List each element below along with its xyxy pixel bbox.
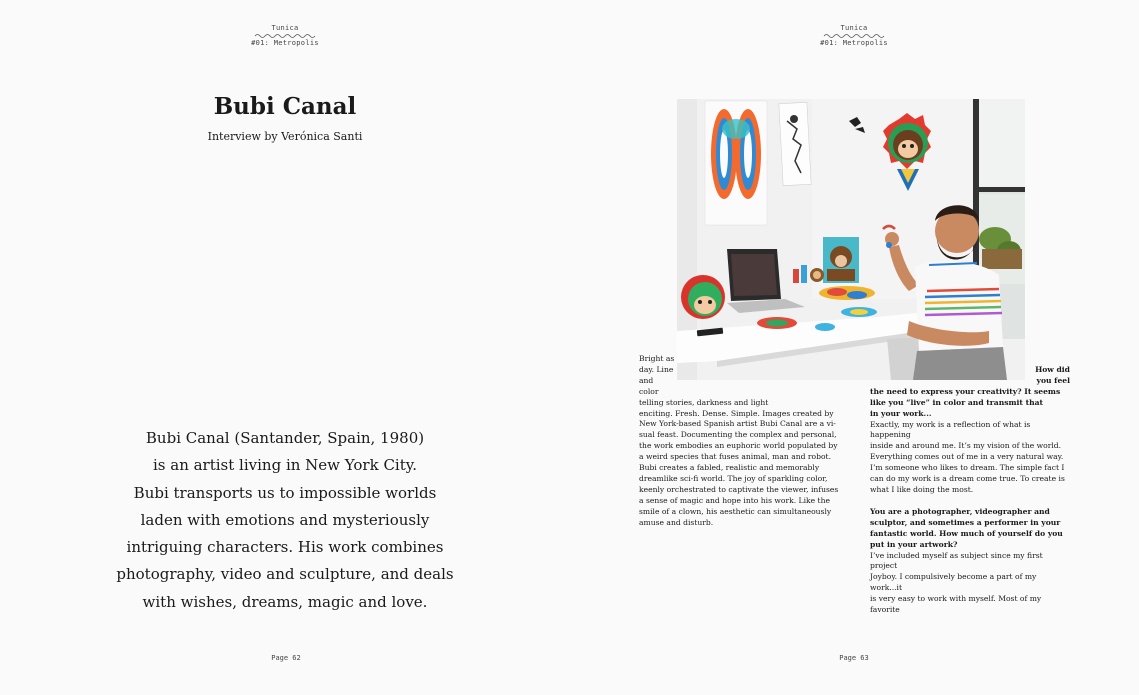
body-line: dreamlike sci-fi world. The joy of sparkling color,	[639, 473, 828, 483]
magazine-name: Tunica	[840, 24, 868, 32]
answer-line: Joyboy. I compulsively become a part of my work...it	[870, 572, 1037, 593]
question-line: sculptor, and sometimes a performer in your	[870, 517, 1061, 527]
body-line: enciting. Fresh. Dense. Simple. Images created by	[639, 408, 834, 418]
answer-line: what I like doing the most.	[870, 484, 974, 494]
artist-studio-photo	[677, 99, 1025, 380]
body-line: a weird species that fuses animal, man and robot.	[639, 452, 832, 462]
answer-line: Exactly, my work is a reflection of what is happening	[870, 419, 1031, 440]
body-line: keenly orchestrated to captivate the viewer, infuses	[639, 484, 839, 494]
body-line: sual feast. Documenting the complex and personal,	[639, 430, 837, 440]
right-header	[794, 24, 914, 47]
question-line: How did	[1035, 365, 1070, 374]
magazine-name: Tunica	[271, 24, 299, 32]
answer-line: Everything comes out of me in a very natural way.	[870, 452, 1064, 462]
body-line: Bubi creates a fabled, realistic and memorably	[639, 463, 820, 473]
answer-line: can do my work is a dream come true. To create is	[870, 474, 1065, 484]
question-line: the need to express your creativity? It seems	[870, 386, 1061, 396]
question-line: fantastic world. How much of yourself do you	[870, 528, 1063, 538]
intro-line: is an artist living in New York City.	[152, 456, 417, 475]
article-title: Bubi Canal	[213, 93, 357, 120]
intro-line: Bubi transports us to impossible worlds	[133, 483, 437, 502]
body-line: amuse and disturb.	[639, 517, 714, 527]
question-line: in your work...	[870, 408, 932, 418]
article-column-2	[870, 365, 1070, 616]
body-line: smile of a clown, his aesthetic can simultaneously	[639, 506, 832, 516]
lead-line: and color	[639, 375, 659, 396]
left-header	[225, 24, 345, 47]
intro-line: Bubi Canal (Santander, Spain, 1980)	[145, 429, 425, 447]
intro-line: with wishes, dreams, magic and love.	[142, 592, 428, 611]
lead-line: Bright as	[639, 354, 675, 363]
issue-label: #01: Metropolis	[251, 39, 319, 47]
intro-line: laden with emotions and mysteriously	[140, 510, 430, 529]
lead-line: day. Line	[639, 364, 674, 374]
answer-line: I’m someone who likes to dream. The simple fact I	[870, 463, 1065, 473]
body-line: New York-based Spanish artist Bubi Canal are a vi-	[639, 419, 836, 429]
page-number-right: Page 63	[839, 654, 869, 662]
body-line: telling stories, darkness and light	[639, 397, 769, 407]
question-line: you feel	[1036, 375, 1070, 385]
question-line: like you “live” in color and transmit that	[870, 397, 1044, 407]
page-number-left: Page 62	[271, 654, 301, 662]
answer-line: is very easy to work with myself. Most of my favorite	[870, 594, 1042, 615]
article-column-1	[639, 354, 839, 529]
body-line: the work embodies an euphoric world populated by	[639, 441, 838, 451]
intro-line: intriguing characters. His work combines	[126, 538, 444, 557]
intro-line: photography, video and sculpture, and deals	[116, 565, 454, 584]
intro-paragraph	[100, 425, 470, 616]
answer-line: inside and around me. It’s my vision of the world.	[870, 441, 1062, 451]
body-line: a sense of magic and hope into his work. Like the	[639, 495, 830, 505]
question-line: put in your artwork?	[870, 539, 958, 549]
answer-line: I’ve included myself as subject since my first project	[870, 550, 1043, 571]
issue-label: #01: Metropolis	[820, 39, 888, 47]
question-line: You are a photographer, videographer and	[870, 506, 1050, 516]
byline: Interview by Verónica Santi	[207, 130, 363, 143]
